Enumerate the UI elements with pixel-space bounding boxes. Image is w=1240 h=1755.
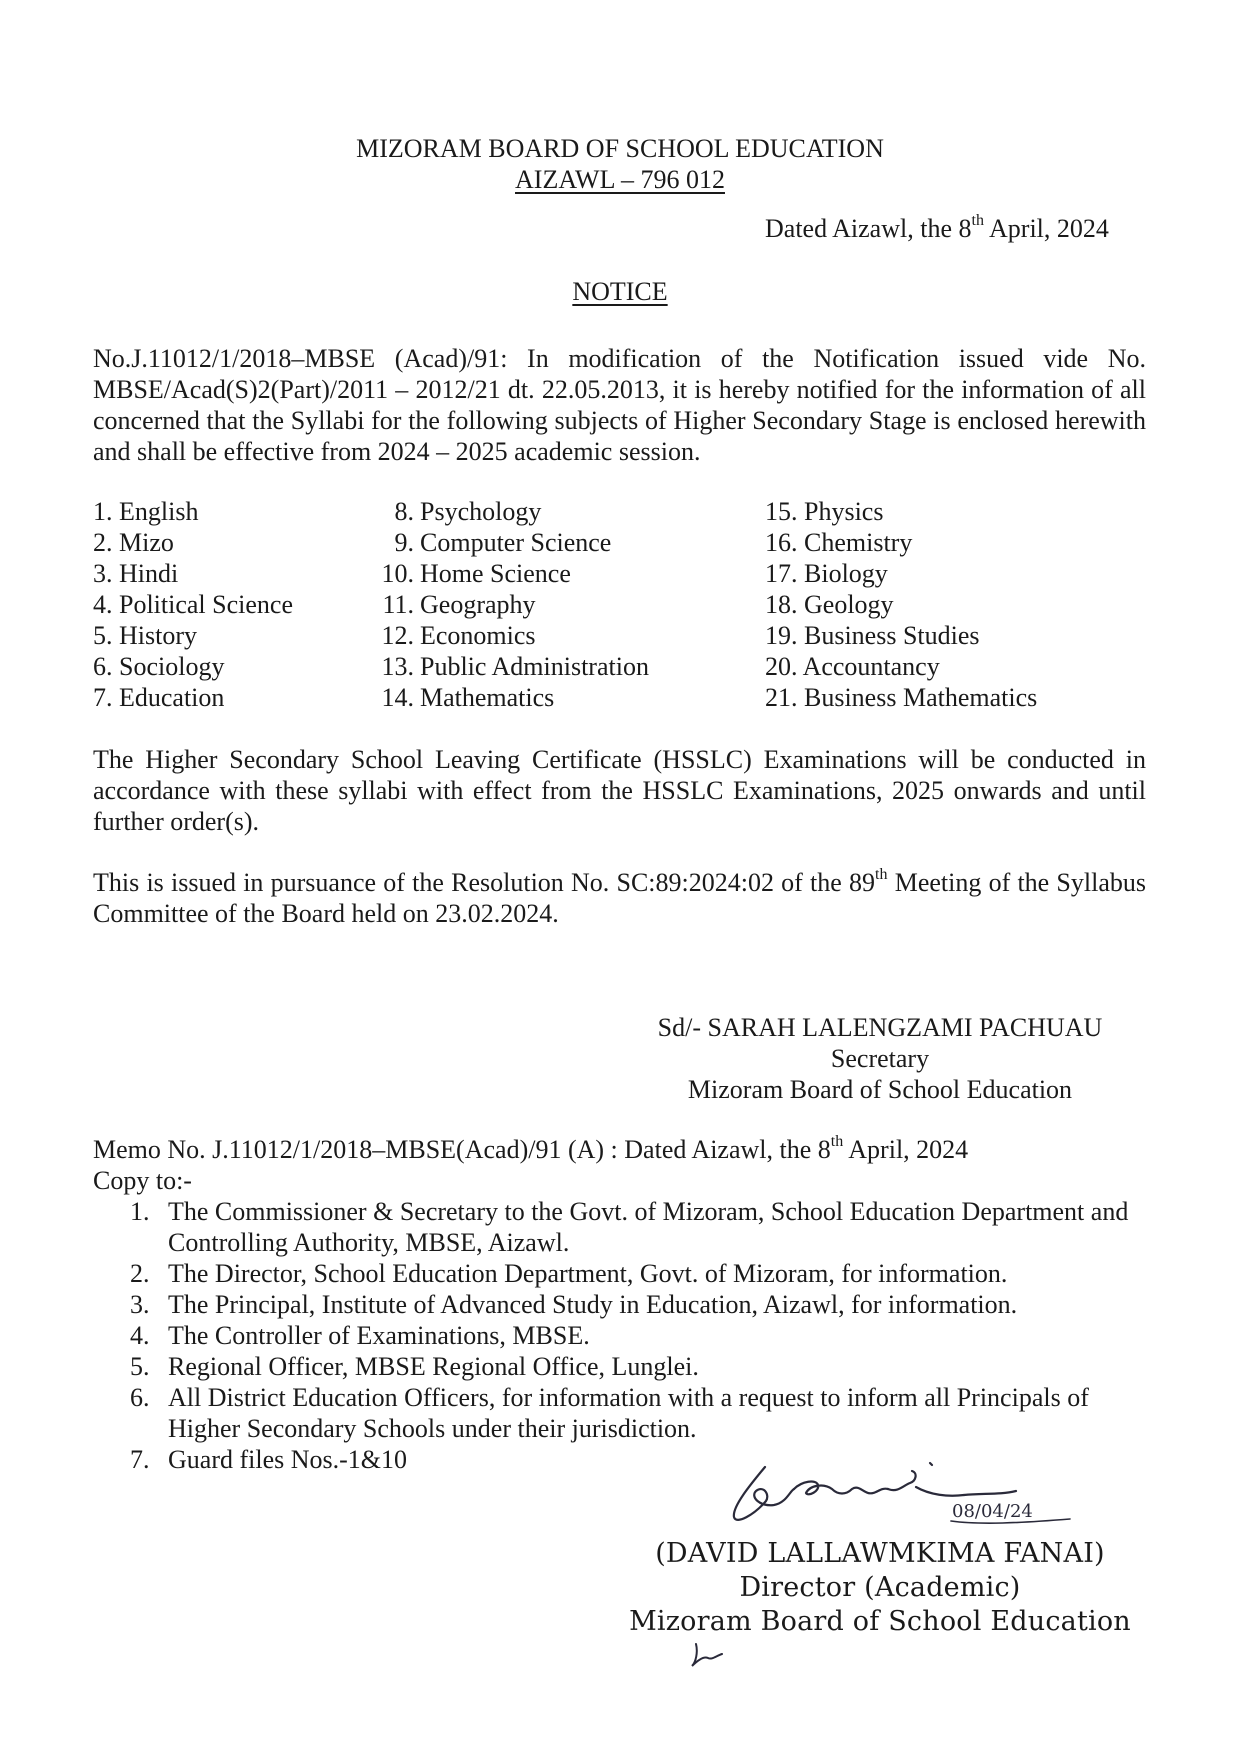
resolution-suffix: Meeting of the Syllabus Committee of the Board held on 23.02.2024. (93, 868, 1146, 928)
subject-item: 1. English (93, 497, 199, 526)
copy-to-number: 7. (130, 1445, 150, 1474)
subject-number: 9. (394, 528, 414, 557)
header-date-prefix: Dated Aizawl, the 8 (765, 214, 972, 243)
director-name: (DAVID LALLAWMKIMA FANAI) (655, 1538, 1105, 1569)
header-org: MIZORAM BOARD OF SCHOOL EDUCATION (356, 134, 884, 163)
subject-item: 16. Chemistry (765, 528, 913, 557)
initials-mark (688, 1638, 738, 1672)
subject-number: 13. (381, 652, 414, 681)
header-date-suffix: April, 2024 (983, 214, 1109, 243)
memo-sup: th (830, 1133, 844, 1151)
handwritten-signature (720, 1445, 1090, 1545)
subject-item: 17. Biology (765, 559, 888, 588)
subject-name: Geography (420, 590, 536, 619)
copy-to-text: Regional Officer, MBSE Regional Office, Lunglei. (168, 1352, 699, 1381)
copy-to-number: 6. (130, 1383, 150, 1412)
subject-item: 4. Political Science (93, 590, 294, 619)
copy-to-item (93, 1382, 1146, 1444)
subject-number: 14. (381, 683, 414, 712)
director-designation: Director (Academic) (739, 1572, 1021, 1603)
subject-item: 15. Physics (765, 497, 884, 526)
subject-name: Home Science (420, 559, 571, 588)
subject-item: 18. Geology (765, 590, 894, 619)
subjects-column-2 (375, 496, 649, 713)
copy-to-item (93, 1196, 1146, 1258)
subject-item: 2. Mizo (93, 528, 174, 557)
copy-to-item (93, 1258, 1146, 1289)
header-address: AIZAWL – 796 012 (515, 165, 725, 194)
signatory-secretary (640, 1012, 1120, 1105)
copy-to-label: Copy to:- (93, 1166, 192, 1195)
subject-item (375, 620, 649, 651)
subject-number: 10. (381, 559, 414, 588)
subject-name: Economics (420, 621, 536, 650)
copy-to-number: 5. (130, 1352, 150, 1381)
subject-number: 12. (381, 621, 414, 650)
copy-to-number: 1. (130, 1197, 150, 1226)
memo-suffix: April, 2024 (843, 1135, 969, 1164)
subject-item (375, 496, 649, 527)
resolution-sup: th (875, 866, 888, 884)
subject-item: 3. Hindi (93, 559, 179, 588)
intro-paragraph: No.J.11012/1/2018–MBSE (Acad)/91: In modification of the Notification issued vide No. MBSE/Acad(S)2(Part)/2011 – 2012/21 dt. 22.05.2013, it is hereby notified for the information of all concerned that the Syllabi for the following subjects of Higher Secondary Stage is enclosed herewith and shall be effective from 2024 – 2025 academic session. (93, 344, 1146, 466)
subject-item (375, 558, 649, 589)
copy-to-item (93, 1289, 1146, 1320)
director-org: Mizoram Board of School Education (629, 1606, 1131, 1637)
subject-name: Computer Science (420, 528, 612, 557)
copy-to-text: Guard files Nos.-1&10 (168, 1445, 408, 1474)
copy-to-item (93, 1351, 1146, 1382)
secretary-org: Mizoram Board of School Education (687, 1075, 1073, 1104)
notice-title: NOTICE (572, 277, 668, 306)
secretary-designation: Secretary (830, 1044, 930, 1073)
copy-to-text: The Controller of Examinations, MBSE. (168, 1321, 590, 1350)
memo-prefix: Memo No. J.11012/1/2018–MBSE(Acad)/91 (A) : Dated Aizawl, the 8 (93, 1135, 831, 1164)
signatory-director (610, 1537, 1150, 1639)
signature-date: 08/04/24 (952, 1501, 1033, 1522)
copy-to-text: All District Education Officers, for information with a request to inform all Principals of Higher Secondary Schools under their jurisdiction. (168, 1383, 1089, 1443)
copy-to-text: The Principal, Institute of Advanced Study in Education, Aizawl, for information. (168, 1290, 1018, 1319)
subject-item: 6. Sociology (93, 652, 225, 681)
subject-number: 11. (382, 590, 414, 619)
subjects-column-1 (93, 496, 293, 713)
resolution-paragraph (93, 867, 1146, 929)
subject-item (375, 651, 649, 682)
header-date-sup: th (971, 212, 984, 230)
subject-item (375, 682, 649, 713)
subject-item (375, 527, 649, 558)
subject-item: 5. History (93, 621, 197, 650)
resolution-prefix: This is issued in pursuance of the Resolution No. SC:89:2024:02 of the 89 (93, 868, 876, 897)
subject-item: 21. Business Mathematics (765, 683, 1038, 712)
copy-to-number: 2. (130, 1259, 150, 1288)
copy-to-number: 4. (130, 1321, 150, 1350)
subject-item: 19. Business Studies (765, 621, 980, 650)
copy-to-list (93, 1196, 1146, 1475)
memo-line (93, 1134, 1146, 1165)
header-date (765, 213, 1109, 244)
subject-number: 8. (394, 497, 414, 526)
subject-name: Public Administration (420, 652, 649, 681)
subject-item (375, 589, 649, 620)
copy-to-text: The Director, School Education Department, Govt. of Mizoram, for information. (168, 1259, 1008, 1288)
subjects-column-3 (765, 496, 1037, 713)
subject-name: Psychology (420, 497, 542, 526)
secretary-name: Sd/- SARAH LALENGZAMI PACHUAU (657, 1013, 1103, 1042)
subject-item: 20. Accountancy (765, 652, 940, 681)
hsslc-paragraph: The Higher Secondary School Leaving Certificate (HSSLC) Examinations will be conducted in accordance with these syllabi with effect from the HSSLC Examinations, 2025 onwards and until further order(s). (93, 745, 1146, 836)
subject-item: 7. Education (93, 683, 225, 712)
copy-to-text: The Commissioner & Secretary to the Govt. of Mizoram, School Education Department and Controlling Authority, MBSE, Aizawl. (168, 1197, 1129, 1257)
copy-to-number: 3. (130, 1290, 150, 1319)
copy-to-item (93, 1320, 1146, 1351)
subject-name: Mathematics (420, 683, 555, 712)
